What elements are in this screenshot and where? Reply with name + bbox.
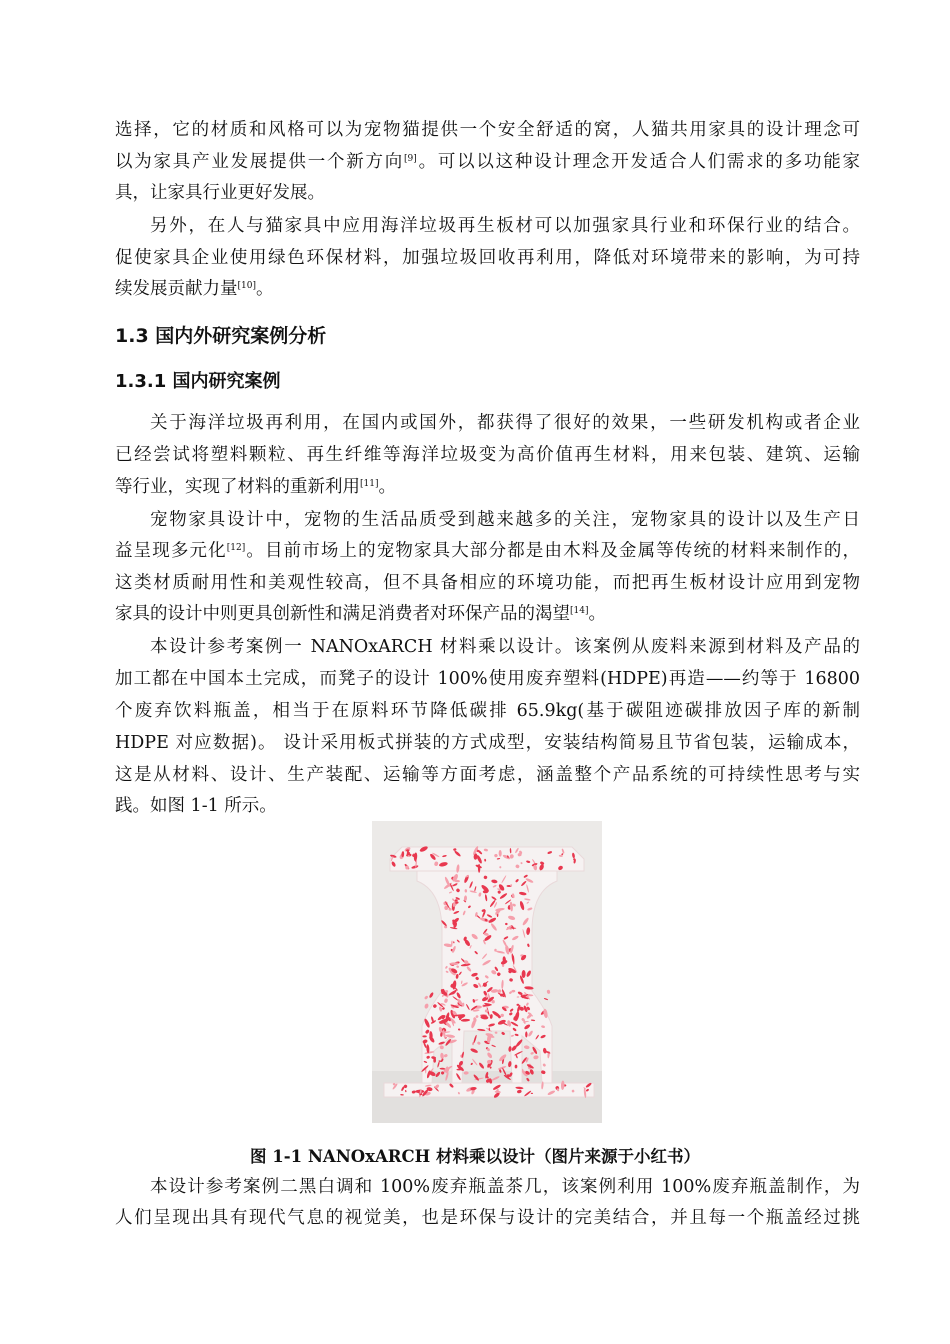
text-line: 本设计参考案例二黑白调和 100%废弃瓶盖茶几，该案例利用 100%废弃瓶盖制作，为 [150,1177,860,1197]
text-line: 促使家具企业使用绿色环保材料，加强垃圾回收再利用，降低对环境带来的影响，为可持 [115,248,860,268]
text-line: 人们呈现出具有现代气息的视觉美，也是环保与设计的完美结合，并且每一个瓶盖经过挑 [115,1208,860,1228]
citation: [10] [237,281,256,291]
text-line: 践。如图 1-1 所示。 [115,796,277,816]
section-heading: 1.3 国内外研究案例分析 [115,325,327,347]
stool-photo [372,821,602,1123]
citation: [9] [404,154,417,164]
text-line: 宠物家具设计中，宠物的生活品质受到越来越多的关注，宠物家具的设计以及生产日 [150,510,860,530]
text-line: 具，让家具行业更好发展。 [115,183,325,203]
text-line: 选择，它的材质和风格可以为宠物猫提供一个安全舒适的窝，人猫共用家具的设计理念可 [115,120,860,140]
text-line [115,278,860,300]
text-line [115,603,860,625]
text-line: 另外，在人与猫家具中应用海洋垃圾再生板材可以加强家具行业和环保行业的结合。 [150,216,860,236]
text: 等行业，实现了材料的重新利用 [115,477,360,497]
speckle [525,1031,527,1037]
subsection-heading: 1.3.1 国内研究案例 [115,371,281,392]
speckle [491,1000,494,1003]
text-line [115,476,860,498]
speckle [522,1069,523,1072]
text: 家具的设计中则更具创新性和满足消费者对环保产品的渴望 [115,604,570,624]
text-line: HDPE 对应数据)。 设计采用板式拼装的方式成型，安装结构简易且节省包装，运输成本， [115,733,860,753]
text: 益呈现多元化 [115,541,227,561]
text: 续发展贡献力量 [115,279,238,299]
text-line: 加工都在中国本土完成，而凳子的设计 100%使用废弃塑料(HDPE)再造——约等于 16800 [115,669,860,689]
text-line: 这是从材料、设计、生产装配、运输等方面考虑，涵盖整个产品系统的可持续性思考与实 [115,765,860,785]
text: 。 [588,604,606,624]
text-line: 已经尝试将塑料颗粒、再生纤维等海洋垃圾变为高价值再生材料，用来包装、建筑、运输 [115,445,860,465]
speckle [433,1058,436,1063]
text: 以为家具产业发展提供一个新方向 [115,152,405,172]
text: 。可以以这种设计理念开发适合人们需求的多功能家 [416,152,860,172]
citation: [11] [360,479,379,489]
citation: [14] [570,606,589,616]
text-line: 个废弃饮料瓶盖，相当于在原料环节降低碳排 65.9kg(基于碳阻迹碳排放因子库的新制 [115,701,860,721]
text-line: 本设计参考案例一 NANOxARCH 材料乘以设计。该案例从废料来源到材料及产品的 [150,637,860,657]
text-line [115,151,860,173]
text: 。目前市场上的宠物家具大部分都是由木料及金属等传统的材料来制作的， [245,541,861,561]
text: 。 [255,279,274,299]
text-line [115,540,860,562]
text: 。 [378,477,396,497]
text-line: 关于海洋垃圾再利用，在国内或国外，都获得了很好的效果，一些研发机构或者企业 [150,413,860,433]
text-line: 这类材质耐用性和美观性较高，但不具备相应的环境功能，而把再生板材设计应用到宠物 [115,573,860,593]
figure-caption: 图 1-1 NANOxARCH 材料乘以设计（图片来源于小红书） [250,1147,700,1166]
citation: [12] [226,543,246,553]
